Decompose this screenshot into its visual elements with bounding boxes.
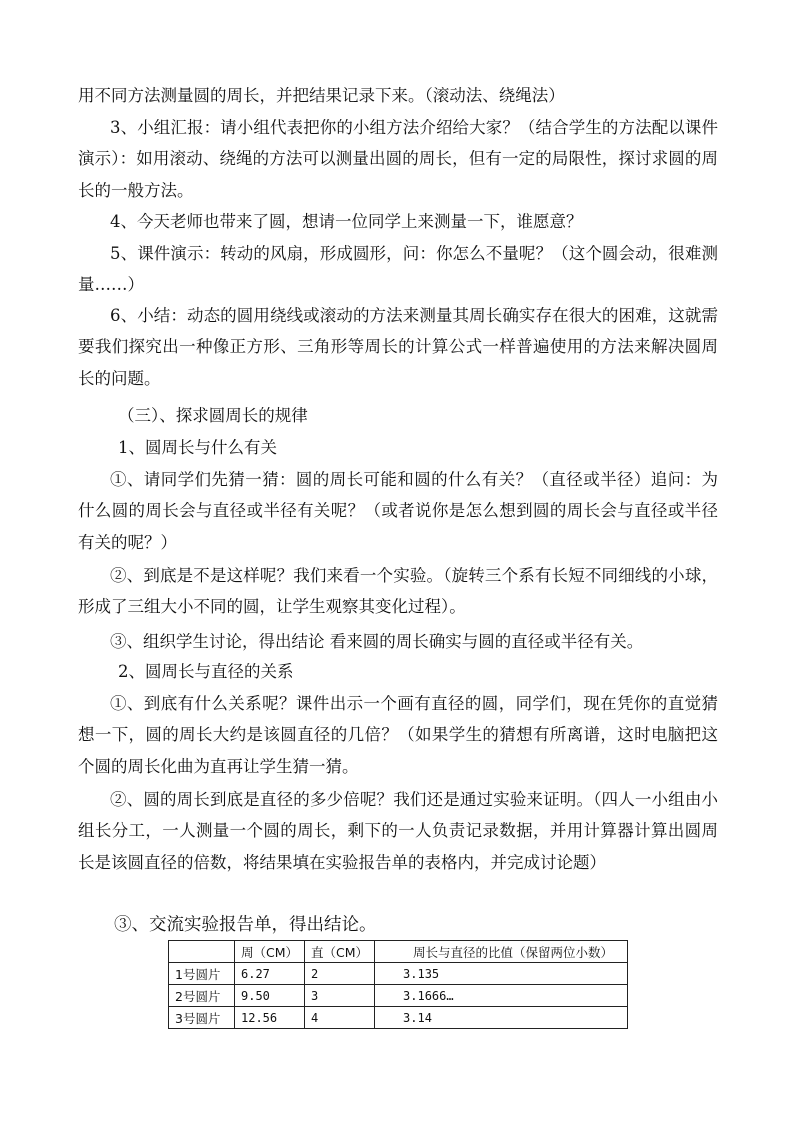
table-header-cell: 周（CM） [235,941,305,963]
paragraph-teacher-circle: 4、今天老师也带来了圆，想请一位同学上来测量一下，谁愿意？ [110,212,583,231]
table-cell-label: 2号圆片 [169,985,235,1007]
table-cell: 3.135 [375,963,628,985]
paragraph-discussion: ③、组织学生讨论，得出结论 看来圆的周长确实与圆的直径或半径有关。 [110,632,644,651]
table-row [169,1007,628,1029]
section-heading: （三）、探求圆周长的规律 [118,406,308,425]
table-row [169,963,628,985]
table-cell: 3 [305,985,375,1007]
table-header-cell: 直（CM） [305,941,375,963]
table-cell-label: 1号圆片 [169,963,235,985]
table-cell: 9.50 [235,985,305,1007]
table-cell: 4 [305,1007,375,1029]
table-row [169,985,628,1007]
table-header-cell: 周长与直径的比值（保留两位小数） [375,941,628,963]
paragraph-experiment: ②、到底是不是这样呢？我们来看一个实验。（旋转三个系有长短不同细线的小球，形成了三组大小不同的圆，让学生观察其变化过程）。 [78,566,718,617]
table-header-row [169,941,628,963]
paragraph-methods: 用不同方法测量圆的周长，并把结果记录下来。（滚动法、绕绳法） [78,86,565,105]
table-header-cell [169,941,235,963]
experiment-report-table [168,940,628,1029]
paragraph-fan-demo: 5、课件演示：转动的风扇，形成圆形，问：你怎么不量呢？（这个圆会动，很难测量……） [78,244,718,295]
table-cell: 3.14 [375,1007,628,1029]
table-cell: 3.1666… [375,985,628,1007]
table-cell: 6.27 [235,963,305,985]
table-cell: 12.56 [235,1007,305,1029]
subsection-heading-1: 1、圆周长与什么有关 [118,438,277,457]
table-cell-label: 3号圆片 [169,1007,235,1029]
paragraph-guess: ①、请同学们先猜一猜：圆的周长可能和圆的什么有关？（直径或半径）追问：为什么圆的周长会与直径或半径有关呢？（或者说你是怎么想到圆的周长会与直径或半径有关的呢？） [78,470,718,552]
subsection-heading-2: 2、圆周长与直径的关系 [118,662,294,681]
paragraph-conclusion: ③、交流实验报告单，得出结论。 [114,915,377,935]
paragraph-intuition: ①、到底有什么关系呢？课件出示一个画有直径的圆，同学们，现在凭你的直觉猜想一下，圆的周长大约是该圆直径的几倍？（如果学生的猜想有所离谱，这时电脑把这个圆的周长化曲为直再让学生猜一猜。 [78,694,718,776]
table-cell: 2 [305,963,375,985]
paragraph-measurement: ②、圆的周长到底是直径的多少倍呢？我们还是通过实验来证明。（四人一小组由小组长分工，一人测量一个圆的周长，剩下的一人负责记录数据，并用计算器计算出圆周长是该圆直径的倍数，将结果填在实验报告单的表格内，并完成讨论题） [78,790,718,872]
paragraph-summary: 6、小结：动态的圆用绕线或滚动的方法来测量其周长确实存在很大的困难，这就需要我们探究出一种像正方形、三角形等周长的计算公式一样普遍使用的方法来解决圆周长的问题。 [78,306,718,388]
paragraph-group-report: 3、小组汇报：请小组代表把你的小组方法介绍给大家？（结合学生的方法配以课件演示）：如用滚动、绕绳的方法可以测量出圆的周长，但有一定的局限性，探讨求圆的周长的一般方法。 [78,118,718,200]
